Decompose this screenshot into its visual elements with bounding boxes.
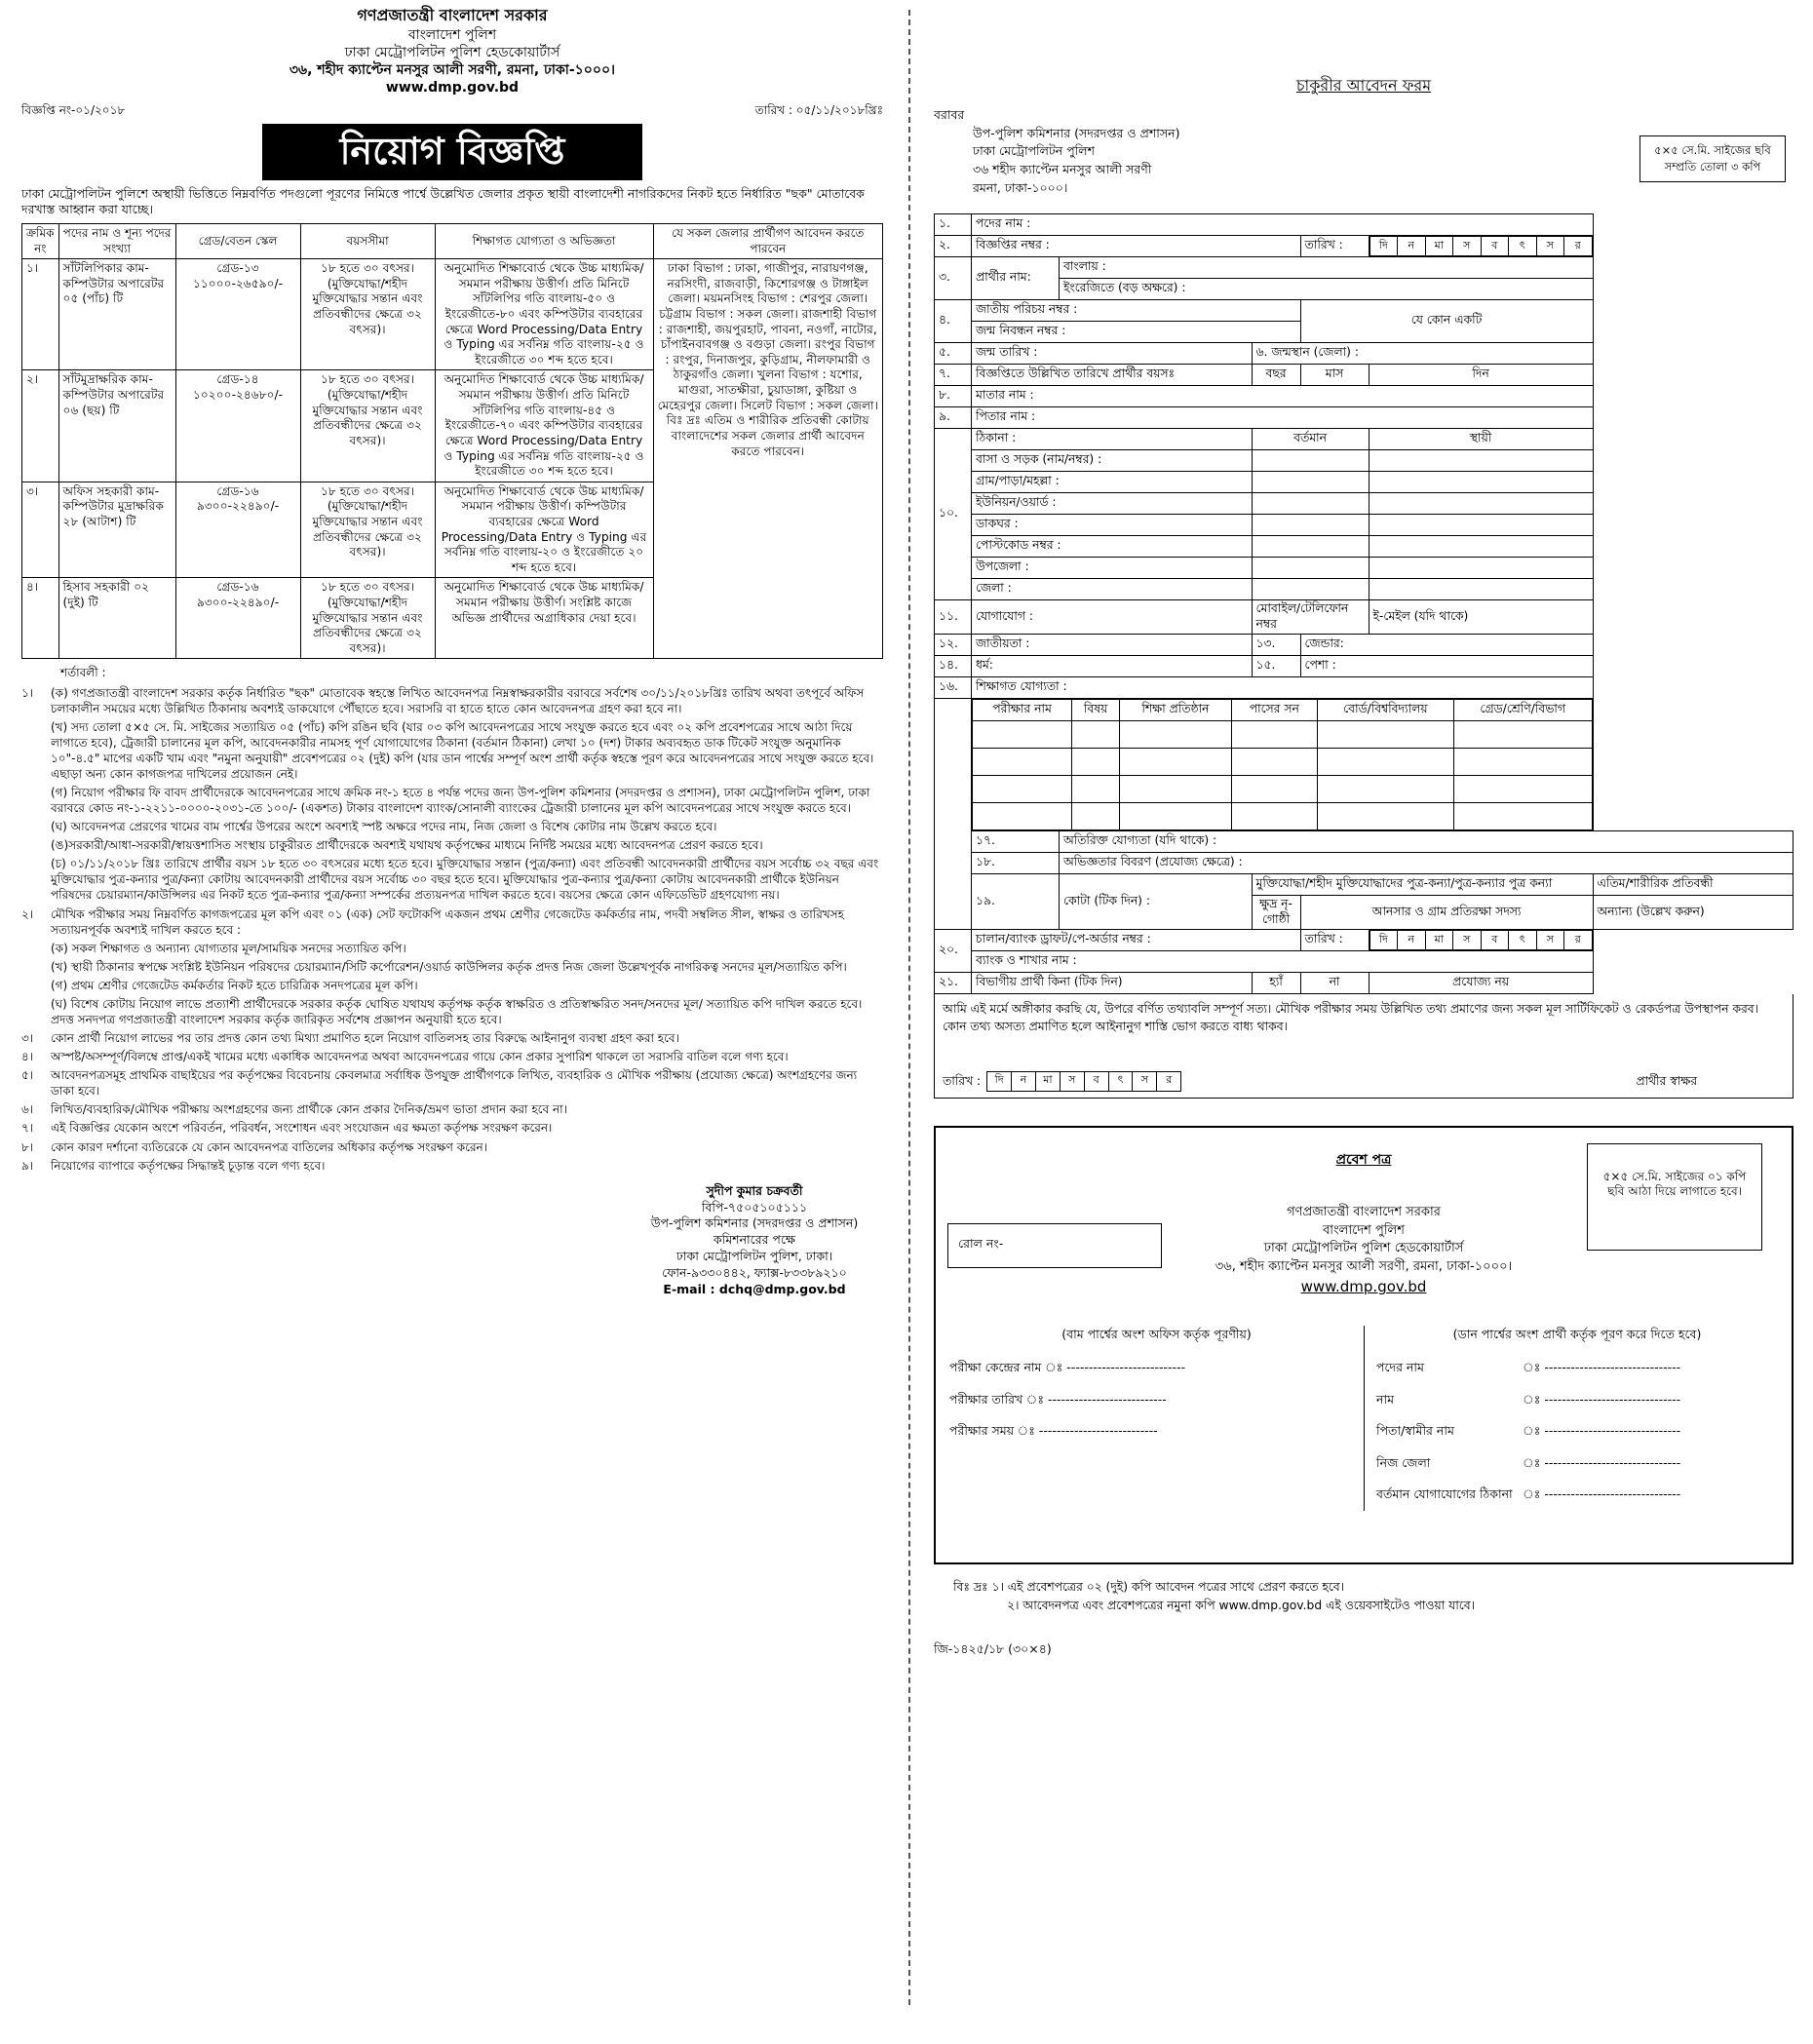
bank-field[interactable]: ব্যাংক ও শাখার নাম :	[972, 950, 1594, 972]
edu-cell[interactable]	[1453, 802, 1592, 829]
permanent-address-input[interactable]	[1369, 578, 1593, 599]
edu-cell[interactable]	[1317, 720, 1453, 748]
conditions-title: শর্তাবলী :	[60, 666, 106, 680]
signature-block	[626, 1183, 883, 1298]
departmental-no[interactable]: না	[1300, 972, 1369, 993]
cell-no: ১।	[22, 259, 59, 370]
signer-email: E-mail : dchq@dmp.gov.bd	[663, 1281, 846, 1296]
cell-age: ১৮ হতে ৩০ বৎসর। (মুক্তিযোদ্ধা/শহীদ মুক্তিযোদ্ধার সন্তান এবং প্রতিবন্ধীদের ক্ষেত্রে ৩২ বৎসর)।	[300, 482, 435, 578]
dob-field[interactable]: জন্ম তারিখ :	[972, 342, 1253, 364]
present-address-input[interactable]	[1252, 471, 1369, 492]
departmental-na[interactable]: প্রযোজ্য নয়	[1369, 972, 1593, 993]
cell-age: ১৮ হতে ৩০ বৎসর। (মুক্তিযোদ্ধা/শহীদ মুক্তিযোদ্ধার সন্তান এবং প্রতিবন্ধীদের ক্ষেত্রে ৩২ বৎসর)।	[300, 578, 435, 659]
col-header: পদের নাম ও শূন্য পদের সংখ্যা	[58, 224, 175, 259]
condition-item: ৫। আবেদনপত্রসমূহ প্রাথমিক বাছাইয়ের পর কর্তৃপক্ষের বিবেচনায় কেবলমাত্র সর্বাধিক উপযুক্ত প্রার্থীগণকে লিখিত, ব্যবহারিক ও মৌখিক পরীক্ষায় (প্রযোজ্য ক্ষেত্রে) অংশগ্রহণের জন্য ডাকা হবে।	[21, 1068, 858, 1099]
roll-number-box[interactable]: রোল নং-	[947, 1223, 1162, 1268]
conditions	[21, 665, 883, 1173]
cell-qualification: অনুমোদিত শিক্ষাবোর্ড থেকে উচ্চ মাধ্যমিক/ সমমান পরীক্ষায় উত্তীর্ণ। প্রতি মিনিটে সাঁটলিপির গতি বাংলায়-৫০ ও ইংরেজীতে-৮০ এবং কম্পিউটার ব্যবহারের ক্ষেত্রে Word Processing/Data Entry ও Typing এর সর্বনিম্ন গতি বাংলায়-২৫ ও ইংরেজীতে ৩০ শব্দ হতে হবে।	[435, 259, 653, 370]
form-addressee	[934, 106, 1794, 213]
edu-cell[interactable]	[1072, 775, 1120, 802]
cell-post: হিসাব সহকারী ০২ (দুই) টি	[58, 578, 175, 659]
print-code: জি-১৪২৫/১৮ (৩০×৪)	[934, 1640, 1052, 1656]
col-header: গ্রেড/বেতন স্কেল	[175, 224, 300, 259]
admit-photo-box: ৫×৫ সে.মি. সাইজের ০১ কপি ছবি আঠা দিয়ে লাগাতে হবে।	[1587, 1143, 1762, 1251]
birth-reg-field[interactable]: জন্ম নিবন্ধন নম্বর :	[972, 321, 1301, 342]
note-line: বিঃ দ্রঃ ১। এই প্রবেশপত্রের ০২ (দুই) কপি আবেদন পত্রের সাথে প্রেরণ করতে হবে।	[953, 1579, 1344, 1594]
addressee-line: ঢাকা মেট্রোপলিটন পুলিশ	[973, 143, 1095, 159]
notice-number-field[interactable]: বিজ্ঞপ্তির নম্বর :	[972, 235, 1301, 256]
table-row	[22, 259, 883, 370]
edu-cell[interactable]	[1120, 802, 1232, 829]
edu-cell[interactable]	[1231, 748, 1317, 775]
notice-column	[0, 0, 897, 2044]
signer-phone: ফোন-৯৩৩০৪৪২, ফ্যাক্স-৮৩৩৮৯২১০	[662, 1265, 847, 1281]
admit-father-field[interactable]: পিতা/স্বামীর নাম ঃ -------------------------------	[1376, 1423, 1681, 1439]
col-header: শিক্ষাগত যোগ্যতা ও অভিজ্ঞতা	[435, 224, 653, 259]
quota-ansar-option[interactable]: আনসার ও গ্রাম প্রতিরক্ষা সদস্য	[1300, 895, 1593, 929]
applicant-signature[interactable]: প্রার্থীর স্বাক্ষর	[1636, 1073, 1697, 1088]
cell-post: সাঁটলিপিকার কাম-কম্পিউটার অপারেটর ০৫ (পাঁচ) টি	[58, 259, 175, 370]
quota-orphan-option[interactable]: এতিম/শারীরিক প্রতিবন্ধী	[1593, 873, 1793, 895]
condition-item: (খ) সদ্য তোলা ৫×৫ সে. মি. সাইজের সত্যায়িত ০৫ (পাঁচ) কপি রঙিন ছবি (যার ০৩ কপি আবেদনপত্রের সাথে সংযুক্ত করতে হবে এবং ০২ কপি প্রবেশপত্রের সাথে আঠা দিয়ে লাগাতে হবে), ট্রেজারী চালানের মূল কপি, আবেদনকারীর নামসহ পূর্ণ যোগাযোগের ঠিকানা (বর্তমান ঠিকানা) লেখা ১০ (দশ) টাকার অব্যবহৃত ডাক টিকেট সংযুক্ত অনুমানিক ১০"-৪.৫" মাপের একটি খাম এবং "নমুনা অনুযায়ী" প্রবেশপত্রের ০২ (দুই) কপি (যার ডান পার্শ্বের সম্পূর্ণ অংশ প্রার্থী কর্তৃক স্বহস্তে পূরণ করে আবেদনপত্রের সাথে সংযুক্ত করতে হবে। এছাড়া অন্য কোন কাগজপত্র দাখিলের প্রয়োজন নেই।	[51, 719, 874, 781]
admit-office-part: (বাম পার্শ্বের অংশ অফিস কর্তৃক পূরণীয়) পরীক্ষা কেন্দ্রের নাম ঃ --------------------------- পরীক্ষার তারিখ ঃ --------------------------- পরীক্ষার সময় ঃ ---------------------------	[949, 1326, 1364, 1511]
cell-no: ৩।	[22, 482, 59, 578]
email-field[interactable]: ই-মেইল (যদি থাকে)	[1369, 599, 1593, 634]
cell-grade: গ্রেড-১৪ ১০২০০-২৪৬৮০/-	[175, 370, 300, 482]
cell-grade: গ্রেড-১৩ ১১০০০-২৬৫৯০/-	[175, 259, 300, 370]
cell-qualification: অনুমোদিত শিক্ষাবোর্ড থেকে উচ্চ মাধ্যমিক/ সমমান পরীক্ষায় উত্তীর্ণ। প্রতি মিনিটে সাঁটলিপির গতি বাংলায়-৪৫ ও ইংরেজীতে-৭০ এবং কম্পিউটার ব্যবহারের ক্ষেত্রে Word Processing/Data Entry ও Typing এর সর্বনিম্ন গতি বাংলায়-২৫ ও ইংরেজীতে ৩০ শব্দ হতে হবে।	[435, 370, 653, 482]
admit-candidate-part: (ডান পার্শ্বের অংশ প্রার্থী কর্তৃক পূরণ করে দিতে হবে) পদের নাম ঃ ------------------------------- নাম ঃ ------------------------------- পিতা/স্বামীর নাম ঃ ------------------------------- নিজ জেলা ঃ ------------------------------- বর্তমান যোগাযোগের ঠিকানা ঃ -------------------------------	[1364, 1326, 1778, 1511]
edu-cell[interactable]	[1120, 748, 1232, 775]
edu-cell[interactable]	[1072, 720, 1120, 748]
mother-name-field[interactable]: মাতার নাম :	[972, 385, 1594, 406]
present-address-input[interactable]	[1252, 578, 1369, 599]
present-address-input[interactable]	[1252, 492, 1369, 514]
notice-title: নিয়োগ বিজ্ঞপ্তি	[262, 124, 642, 179]
name-english-field[interactable]: ইংরেজিতে (বড় অক্ষরে) :	[1060, 278, 1594, 299]
cell-qualification: অনুমোদিত শিক্ষাবোর্ড থেকে উচ্চ মাধ্যমিক/ সমমান পরীক্ষায় উত্তীর্ণ। সংশ্লিষ্ট কাজে অভিজ্ঞ প্রার্থীদের অগ্রাধিকার দেয়া হবে।	[435, 578, 653, 659]
age-month-field[interactable]: মাস	[1300, 364, 1369, 385]
addressee-line: বরাবর	[934, 106, 965, 122]
column-divider	[908, 10, 910, 2005]
quota-ethnic-option[interactable]: ক্ষুদ্র নৃ-গোষ্ঠী	[1252, 895, 1300, 929]
edu-cell[interactable]	[1072, 802, 1120, 829]
signer-for: কমিশনারের পক্ষে	[713, 1232, 796, 1248]
quota-other-option[interactable]: অন্যান্য (উল্লেখ করুন)	[1593, 895, 1793, 929]
edu-cell[interactable]	[973, 802, 1072, 829]
intro-text: ঢাকা মেট্রোপলিটন পুলিশে অস্থায়ী ভিত্তিতে নিম্নবর্ণিত পদগুলো পূরণের নিমিত্তে পার্শ্বে উল্লেখিত জেলার প্রকৃত স্থায়ী বাংলাদেশী নাগরিকদের নিকট হতে নির্ধারিত "ছক" মোতাবেক দরখাস্ত আহ্বান করা যাচ্ছে।	[21, 185, 865, 216]
cell-qualification: অনুমোদিত শিক্ষাবোর্ড থেকে উচ্চ মাধ্যমিক/ সমমান পরীক্ষায় উত্তীর্ণ। কম্পিউটার ব্যবহারের ক্ষেত্রে Word Processing/Data Entry ও Typing এর সর্বনিম্ন গতি বাংলায়-২০ ও ইংরেজীতে ২০ শব্দ হতে হবে।	[435, 482, 653, 578]
cell-no: ২।	[22, 370, 59, 482]
notes	[934, 1578, 1794, 1616]
reference-number: বিজ্ঞপ্তি নং-০১/২০১৮	[21, 102, 126, 117]
signer-designation: উপ-পুলিশ কমিশনার (সদরদপ্তর ও প্রশাসন)	[650, 1215, 859, 1231]
addressee-line: রমনা, ঢাকা-১০০০।	[973, 179, 1068, 195]
post-name-field[interactable]: পদের নাম :	[972, 213, 1594, 235]
condition-item: (ঙ)সরকারী/আধা-সরকারী/স্বায়ত্তশাসিত সংস্থায় চাকুরীরত প্রার্থীদেরকে অবশ্যই যথাযথ কর্তৃপক্ষের মাধ্যমে নির্দিষ্ট সময়ের মধ্যে আবেদনপত্র প্রেরণ করতে হবে।	[51, 838, 763, 853]
edu-cell[interactable]	[1072, 748, 1120, 775]
addressee-line: উপ-পুলিশ কমিশনার (সদরদপ্তর ও প্রশাসন)	[973, 125, 1180, 140]
admit-card	[934, 1126, 1794, 1564]
nationality-field[interactable]: জাতীয়তা :	[972, 634, 1253, 655]
present-address-input[interactable]	[1252, 514, 1369, 535]
admit-title: প্রবেশ পত্র	[1335, 1151, 1392, 1168]
website: www.dmp.gov.bd	[385, 80, 520, 96]
exam-center-field[interactable]: পরীক্ষা কেন্দ্রের নাম ঃ ---------------------------	[949, 1360, 1186, 1375]
edu-cell[interactable]	[973, 775, 1072, 802]
col-header: যে সকল জেলার প্রার্থীগণ আবেদন করতে পারবেন	[653, 224, 882, 259]
admit-district-field[interactable]: নিজ জেলা ঃ -------------------------------	[1376, 1454, 1681, 1470]
condition-item: (খ) স্থায়ী ঠিকানার স্বপক্ষে সংশ্লিষ্ট ইউনিয়ন পরিষদের চেয়ারম্যান/সিটি কর্পোরেশন/ওয়ার্ড কাউন্সিলর কর্তৃক প্রদত্ত নিজ জেলা উল্লেখপূর্বক নাগরিকত্ব সনদের মূল/সত্যায়িত কপি।	[51, 959, 847, 974]
addressee-line: ৩৬ শহীদ ক্যাপ্টেন মনসুর আলী সরণী	[973, 162, 1152, 177]
profession-field[interactable]: পেশা :	[1300, 655, 1593, 676]
admit-org: গণপ্রজাতন্ত্রী বাংলাদেশ সরকার বাংলাদেশ পুলিশ ঢাকা মেট্রোপলিটন পুলিশ হেডকোয়ার্টার্স ৩৬, শহীদ ক্যাপ্টেন মনসুর আলী সরণী, রমনা, ঢাকা-১০০০। www.dmp.gov.bd	[949, 1204, 1778, 1298]
condition-item: (গ) নিয়োগ পরীক্ষার ফি বাবদ প্রার্থীদেরকে আবেদনপত্রের সাথে ক্রমিক নং-১ হতে ৪ পর্যন্ত পদের জন্য উপ-পুলিশ কমিশনার (সদরদপ্তর ও প্রশাসন), ঢাকা মেট্রোপলিটন পুলিশ, ঢাকা বরাবরে কোড নং-১-২২১১-০০০০-২০৩১-তে ১০০/- (একশত) টাকার বাংলাদেশ ব্যাংক/সোনালী ব্যাংকের ট্রেজারী চালানের মূল কপি আবেদনপত্রের সাথে সংযুক্ত করতে হবে।	[51, 786, 870, 816]
condition-item: ৮। কোন কারণ দর্শানো ব্যতিরেকে যে কোন আবেদনপত্র বাতিলের অধিকার কর্তৃপক্ষ সংরক্ষণ করেন।	[21, 1139, 487, 1154]
condition-item: ৪। অস্পষ্ট/অসম্পূর্ণ/বিলম্বে প্রাপ্ত/একই খামের মধ্যে একাধিক আবেদনপত্র অথবা আবেদনপত্রের গায়ে কোন প্রকার সুপারিশ থাকলে তা সরাসরি বাতিল বলে গণ্য হবে।	[21, 1050, 789, 1064]
application-form: ১. পদের নাম : ২. বিজ্ঞপ্তির নম্বর : তারিখ : দি ন মা স ব ৎ স র ৩. প্রার্থীর নাম: বাংলায় : ইংরেজিতে (বড় অক্ষরে) : ৪. জাতীয় পরিচয় নম্বর : যে কোন একটি জন্ম নিবন্ধন নম্বর : ৫. জন্ম তারিখ : ৬. জন্মস্থান (জেলা) : ৭. বিজ্ঞপ্তিতে উল্লিখিত তারিখে প্রার্থীর বয়সঃ বছর মাস দিন ৮. মাতার নাম : ৯. পিতার নাম : ১০. ঠিকানা : বর্তমান স্থায়ী বাসা ও সড়ক (নাম/নম্বর) : গ্রাম/পাড়া/মহল্লা : ইউনিয়ন/ওয়ার্ড : ডাকঘর : পোস্টকোড নম্বর : উপজেলা : জেলা : ১১. যোগাযোগ : মোবাইল/টেলিফোন নম্বর ই-মেইল (যদি থাকে) ১২. জাতীয়তা : ১৩. জেন্ডার: ১৪. ধর্ম: ১৫. পেশা : ১৬. শিক্ষাগত যোগ্যতা : পরীক্ষার নাম বিষয় শিক্ষা প্রতিষ্ঠান পাসের সন বোর্ড/বিশ্ববিদ্যালয় গ্রেড/শ্রেণি/বিভাগ ১৭. অতিরিক্ত যোগ্যতা (যদি থাকে) : ১৮. অভিজ্ঞতার বিবরণ (প্রযোজ্য ক্ষেত্রে) : ১৯. কোটা (টিক দিন) : মুক্তিযোদ্ধা/শহীদ মুক্তিযোদ্ধাদের পুত্র-কন্যা/পুত্র-কন্যার পুত্র কন্যা এতিম/শারীরিক প্রতিবন্ধী ক্ষুদ্র নৃ-গোষ্ঠী আনসার ও গ্রাম প্রতিরক্ষা সদস্য অন্যান্য (উল্লেখ করুন) ২০. চালান/ব্যাংক ড্রাফট/পে-অর্ডার নম্বর : তারিখ : দি ন মা স ব ৎ স র ব্যাংক ও শাখার নাম : ২১. বিভাগীয় প্রার্থী কিনা (টিক দিন) হ্যাঁ না প্রযোজ্য নয়	[934, 213, 1794, 994]
education-table: পরীক্ষার নাম বিষয় শিক্ষা প্রতিষ্ঠান পাসের সন বোর্ড/বিশ্ববিদ্যালয় গ্রেড/শ্রেণি/বিভাগ	[972, 699, 1593, 830]
condition-item: ৭। এই বিজ্ঞপ্তির যেকোন অংশে পরিবর্তন, পরিবর্ধন, সংশোধন এবং সংযোজন এর ক্ষমতা কর্তৃপক্ষ সংরক্ষণ করেন।	[21, 1121, 553, 1136]
condition-item: (গ) প্রথম শ্রেণীর গেজেটেড কর্মকর্তার নিকট হতে চারিত্রিক সনদপত্রের মূল কপি।	[51, 978, 418, 992]
edu-cell[interactable]	[1317, 748, 1453, 775]
edu-cell[interactable]	[1231, 802, 1317, 829]
father-name-field[interactable]: পিতার নাম :	[972, 406, 1594, 428]
hq-name: ঢাকা মেট্রোপলিটন পুলিশ হেডকোয়ার্টার্স	[344, 44, 560, 60]
edu-cell[interactable]	[1453, 775, 1592, 802]
condition-item: (ঘ) আবেদনপত্র প্রেরণের খামের বাম পার্শ্বের উপরের অংশে অবশ্যই স্পষ্ট অক্ষরে পদের নাম, নিজ জেলা ও বিশেষ কোটার নাম উল্লেখ করতে হবে।	[51, 820, 717, 834]
condition-item: ১। (ক) গণপ্রজাতন্ত্রী বাংলাদেশ সরকার কর্তৃক নির্ধারিত "ছক" মোতাবেক স্বহস্তে লিখিত আবেদনপত্র নিম্নস্বাক্ষরকারীর বরাবরে সর্বশেষ ৩০/১১/২০১৮খ্রিঃ তারিখ অথবা তৎপূর্বে অফিস চলাকালীন সময়ের মধ্যে উল্লিখিত ঠিকানায় অবশ্যই ডাকযোগে পৌঁছাতে হবে। সরাসরি বা হাতে হাতে কোন আবেদনপত্র গ্রহণ করা হবে না।	[21, 685, 865, 715]
condition-item: (ঘ) বিশেষ কোটায় নিয়োগ লাভে প্রত্যাশী প্রার্থীদেরকে সরকার কর্তৃক ঘোষিত যথাযথ কর্তৃপক্ষ কর্তৃক স্বাক্ষরিত ও প্রতিস্বাক্ষরিত সনদ/সনদের মূল/ সত্যায়িত কপি দাখিল করতে হবে। প্রদত্ত সনদপত্র গণপ্রজাতন্ত্রী বাংলাদেশ সরকার কর্তৃক জারিকৃত সর্বশেষ প্রজ্ঞাপন অনুযায়ী হতে হবে।	[51, 996, 863, 1027]
permanent-address-input[interactable]	[1369, 492, 1593, 514]
police-name: বাংলাদেশ পুলিশ	[407, 26, 497, 43]
permanent-address-input[interactable]	[1369, 535, 1593, 557]
permanent-address-input[interactable]	[1369, 449, 1593, 471]
edu-cell[interactable]	[1120, 720, 1232, 748]
condition-item: ২। মৌখিক পরীক্ষার সময় নিম্নবর্ণিত কাগজপত্রের মূল কপি এবং ০১ (এক) সেট ফটোকপি একজন প্রথম শ্রেণীর গেজেটেড কর্মকর্তার নাম, পদবী সম্বলিত সীল, স্বাক্ষর ও তারিখসহ সত্যায়নপূর্বক অবশ্যই দাখিল করতে হবে :	[21, 906, 844, 937]
religion-field[interactable]: ধর্ম:	[972, 655, 1253, 676]
nid-field[interactable]: জাতীয় পরিচয় নম্বর :	[972, 299, 1301, 321]
cell-age: ১৮ হতে ৩০ বৎসর। (মুক্তিযোদ্ধা/শহীদ মুক্তিযোদ্ধার সন্তান এবং প্রতিবন্ধীদের ক্ষেত্রে ৩২ বৎসর)।	[300, 370, 435, 482]
form-column	[926, 0, 1794, 2044]
present-address-input[interactable]	[1252, 449, 1369, 471]
name-bangla-field[interactable]: বাংলায় :	[1060, 256, 1594, 278]
quota-ff-option[interactable]: মুক্তিযোদ্ধা/শহীদ মুক্তিযোদ্ধাদের পুত্র-কন্যা/পুত্র-কন্যার পুত্র কন্যা	[1252, 873, 1593, 895]
phone-field[interactable]: মোবাইল/টেলিফোন নম্বর	[1252, 599, 1369, 634]
permanent-address-input[interactable]	[1369, 471, 1593, 492]
cell-grade: গ্রেড-১৬ ৯৩০০-২২৪৯০/-	[175, 482, 300, 578]
birthplace-field[interactable]: ৬. জন্মস্থান (জেলা) :	[1252, 342, 1593, 364]
edu-cell[interactable]	[1317, 775, 1453, 802]
condition-item: ৯। নিয়োগের ব্যাপারে কর্তৃপক্ষের সিদ্ধান্তই চূড়ান্ত বলে গণ্য হবে।	[21, 1158, 326, 1173]
vacancy-table	[21, 223, 883, 659]
table-header-row	[22, 224, 883, 259]
condition-item: ৬। লিখিত/ব্যবহারিক/মৌখিক পরীক্ষায় অংশগ্রহণের জন্য প্রার্থীকে কোন প্রকার দৈনিক/ভ্রমণ ভাতা প্রদান করা হবে না।	[21, 1102, 567, 1117]
departmental-yes[interactable]: হ্যাঁ	[1252, 972, 1300, 993]
cell-grade: গ্রেড-১৬ ৯৩০০-২২৪৯০/-	[175, 578, 300, 659]
challan-field[interactable]: চালান/ব্যাংক ড্রাফট/পে-অর্ডার নম্বর :	[972, 929, 1301, 950]
admit-post-field[interactable]: পদের নাম ঃ -------------------------------	[1376, 1360, 1681, 1375]
col-header: ক্রমিক নং	[22, 224, 59, 259]
edu-cell[interactable]	[1317, 802, 1453, 829]
present-address-input[interactable]	[1252, 557, 1369, 578]
form-title: চাকুরীর আবেদন ফরম	[1295, 76, 1432, 95]
letterhead	[21, 6, 883, 97]
gender-field[interactable]: জেন্ডার:	[1300, 634, 1593, 655]
declaration: আমি এই মর্মে অঙ্গীকার করছি যে, উপরে বর্ণিত তথ্যাবলি সম্পূর্ণ সত্য। মৌখিক পরীক্ষার সময় উল্লিখিত তথ্য প্রমাণের জন্য সকল মূল সার্টিফিকেট ও রেকর্ডপত্র উপস্থাপন করব। কোন তথ্য অসত্য প্রমাণিত হলে আইনানুগ শাস্তি ভোগ করতে বাধ্য থাকব। তারিখ : দি ন মা স ব ৎ স র প্রার্থীর স্বাক্ষর	[934, 994, 1794, 1099]
admit-address-field[interactable]: বর্তমান যোগাযোগের ঠিকানা ঃ -------------------------------	[1376, 1486, 1681, 1502]
admit-website: www.dmp.gov.bd	[1300, 1278, 1427, 1296]
photo-box: ৫×৫ সে.মি. সাইজের ছবি সম্প্রতি তোলা ৩ কপি	[1639, 135, 1786, 183]
declaration-date-label: তারিখ :	[943, 1073, 982, 1088]
cell-age: ১৮ হতে ৩০ বৎসর। (মুক্তিযোদ্ধা/শহীদ মুক্তিযোদ্ধার সন্তান এবং প্রতিবন্ধীদের ক্ষেত্রে ৩২ বৎসর)।	[300, 259, 435, 370]
condition-item: ৩। কোন প্রার্থী নিয়োগ লাভের পর তার প্রদত্ত কোন তথ্য মিথ্যা প্রমাণিত হলে নিয়োগ বাতিলসহ তার বিরুদ্ধে আইনানুগ ব্যবস্থা গ্রহণ করা হবে।	[21, 1031, 679, 1046]
experience-field[interactable]: অভিজ্ঞতার বিবরণ (প্রযোজ্য ক্ষেত্রে) :	[1060, 852, 1794, 873]
condition-item: (চ) ০১/১১/২০১৮ খ্রিঃ তারিখে প্রার্থীর বয়স ১৮ হতে ৩০ বৎসরের মধ্যে হতে হবে। মুক্তিযোদ্ধার সন্তান (পুত্র/কন্যা) এবং প্রতিবন্ধী আবেদনকারী প্রার্থীদের বয়স সর্বোচ্চ ৩২ বছর এবং মুক্তিযোদ্ধার পুত্র-কন্যার পুত্র/কন্যা কোটায় আবেদনকারী প্রার্থীদের বয়স সর্বোচ্চ ৩০ বছর হতে হবে। মুক্তিযোদ্ধার পুত্র-কন্যার পুত্র/কন্যা কোটায় আবেদনকারী প্রার্থীকে ইউনিয়ন পরিষদের চেয়ারম্যান/কাউন্সিলর এর নিকট হতে পুত্র-কন্যার পুত্র/কন্যা সম্পর্কের প্রত্যয়নপত্র দাখিল করতে হবে। বয়সের ক্ষেত্রে কোন এফিডেভিট গ্রহণযোগ্য নয়।	[51, 857, 879, 903]
edu-cell[interactable]	[1120, 775, 1232, 802]
exam-time-field[interactable]: পরীক্ষার সময় ঃ ---------------------------	[949, 1423, 1158, 1439]
signer-bp: বিপি-৭৫০৫১০৫১১১	[701, 1199, 808, 1215]
notice-date: তারিখ : ০৫/১১/২০১৮খ্রিঃ	[754, 102, 883, 117]
col-header: বয়সসীমা	[300, 224, 435, 259]
edu-cell[interactable]	[973, 748, 1072, 775]
present-address-input[interactable]	[1252, 535, 1369, 557]
cell-no: ৪।	[22, 578, 59, 659]
edu-cell[interactable]	[1453, 748, 1592, 775]
edu-cell[interactable]	[973, 720, 1072, 748]
declaration-date-boxes[interactable]: দি ন মা স ব ৎ স র	[986, 1071, 1181, 1092]
signer-name: সুদীপ কুমার চক্রবর্তী	[706, 1182, 803, 1198]
condition-item: (ক) সকল শিক্ষাগত ও অন্যান্য যোগ্যতার মূল/সাময়িক সনদের সত্যায়িত কপি।	[51, 941, 406, 955]
signer-office: ঢাকা মেট্রোপলিটন পুলিশ, ঢাকা।	[675, 1249, 833, 1264]
extra-qualification-field[interactable]: অতিরিক্ত যোগ্যতা (যদি থাকে) :	[1060, 830, 1794, 852]
permanent-address-input[interactable]	[1369, 514, 1593, 535]
edu-cell[interactable]	[1231, 775, 1317, 802]
permanent-address-input[interactable]	[1369, 557, 1593, 578]
note-line: ২। আবেদনপত্র এবং প্রবেশপত্রের নমুনা কপি www.dmp.gov.bd এই ওয়েবসাইটেও পাওয়া যাবে।	[1007, 1599, 1475, 1613]
edu-cell[interactable]	[1453, 720, 1592, 748]
cell-post: সাঁটমুদ্রাক্ষরিক কাম-কম্পিউটার অপারেটর ০৬ (ছয়) টি	[58, 370, 175, 482]
govt-name: গণপ্রজাতন্ত্রী বাংলাদেশ সরকার	[357, 6, 548, 24]
cell-districts: ঢাকা বিভাগ : ঢাকা, গাজীপুর, নারায়ণগঞ্জ, নরসিংদী, রাজবাড়ী, কিশোরগঞ্জ ও টাঙ্গাইল জেলা। ময়মনসিংহ বিভাগ : শেরপুর জেলা। চট্টগ্রাম বিভাগ : সকল জেলা। রাজশাহী বিভাগ : রাজশাহী, জয়পুরহাট, পাবনা, নওগাঁ, নাটোর, চাঁপাইনবাবগঞ্জ ও বগুড়া জেলা। রংপুর বিভাগ : রংপুর, দিনাজপুর, কুড়িগ্রাম, নীলফামারী ও ঠাকুরগাঁও জেলা। খুলনা বিভাগ : যশোর, মাগুরা, সাতক্ষীরা, চুয়াডাঙ্গা, কুষ্টিয়া ও মেহেরপুর জেলা। সিলেট বিভাগ : সকল জেলা। বিঃ দ্রঃ এতিম ও শারীরিক প্রতিবন্ধী কোটায় বাংলাদেশের সকল জেলার প্রার্থী আবেদন করতে পারবেন।	[653, 259, 882, 659]
admit-name-field[interactable]: নাম ঃ -------------------------------	[1376, 1391, 1681, 1407]
cell-post: অফিস সহকারী কাম-কম্পিউটার মুদ্রাক্ষরিক ২৮ (আটাশ) টি	[58, 482, 175, 578]
age-day-field[interactable]: দিন	[1369, 364, 1593, 385]
edu-cell[interactable]	[1231, 720, 1317, 748]
hq-address: ৩৬, শহীদ ক্যাপ্টেন মনসুর আলী সরণী, রমনা, ঢাকা-১০০০।	[289, 62, 616, 79]
exam-date-field[interactable]: পরীক্ষার তারিখ ঃ ---------------------------	[949, 1391, 1167, 1407]
admit-fields	[949, 1326, 1778, 1511]
age-year-field[interactable]: বছর	[1252, 364, 1300, 385]
